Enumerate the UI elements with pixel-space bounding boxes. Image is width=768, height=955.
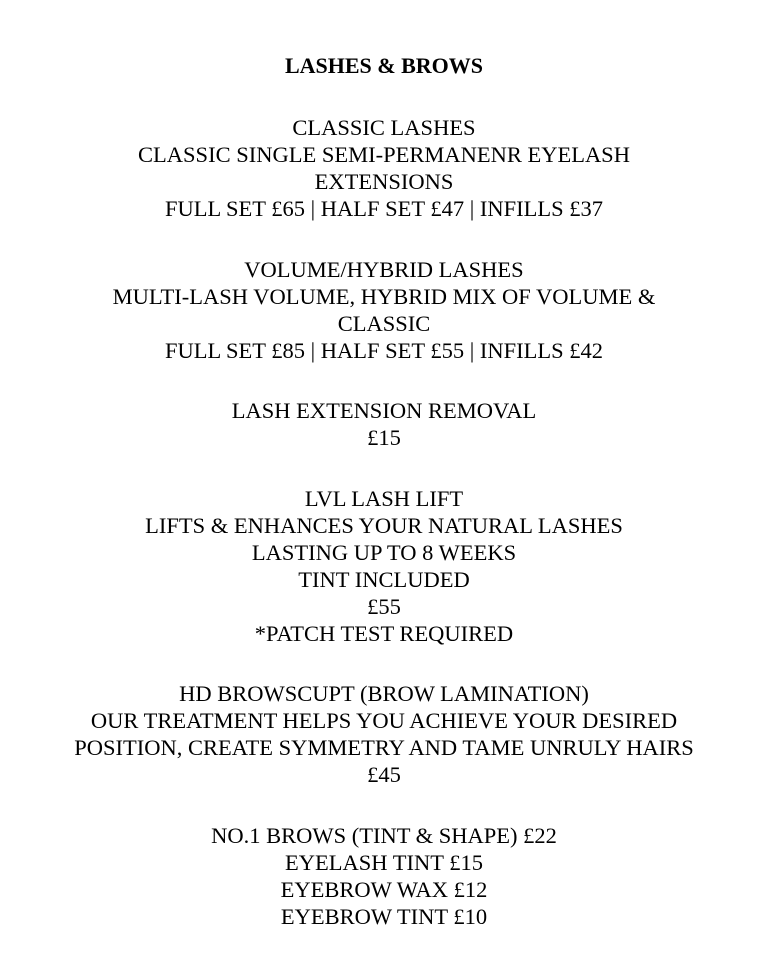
section-hd-browsculpt	[0, 680, 768, 788]
price-item: NO.1 BROWS (TINT & SHAPE) £22	[211, 823, 557, 848]
section-price: £15	[367, 425, 401, 450]
section-price: £55	[367, 594, 401, 619]
section-heading: LVL LASH LIFT	[304, 486, 464, 511]
section-description: EXTENSIONS	[314, 169, 454, 194]
section-lash-extension-removal	[0, 397, 768, 451]
section-volume-hybrid-lashes	[0, 256, 768, 364]
section-heading: CLASSIC LASHES	[292, 115, 476, 140]
section-description: LIFTS & ENHANCES YOUR NATURAL LASHES	[145, 513, 623, 538]
section-classic-lashes	[0, 114, 768, 222]
section-heading: HD BROWSCUPT (BROW LAMINATION)	[179, 681, 589, 706]
section-brow-and-tint-extras	[0, 822, 768, 930]
section-lvl-lash-lift	[0, 485, 768, 647]
section-prices: FULL SET £85 | HALF SET £55 | INFILLS £42	[165, 338, 603, 363]
section-description: TINT INCLUDED	[298, 567, 470, 592]
price-item: EYELASH TINT £15	[285, 850, 483, 875]
page-title: LASHES & BROWS	[284, 53, 484, 78]
section-description: POSITION, CREATE SYMMETRY AND TAME UNRULY HAIRS	[74, 735, 694, 760]
section-heading: LASH EXTENSION REMOVAL	[231, 398, 537, 423]
section-price: £45	[367, 762, 401, 787]
section-heading: VOLUME/HYBRID LASHES	[244, 257, 524, 282]
section-description: CLASSIC SINGLE SEMI-PERMANENR EYELASH	[138, 142, 630, 167]
section-description: OUR TREATMENT HELPS YOU ACHIEVE YOUR DESIRED	[90, 708, 678, 733]
section-description: LASTING UP TO 8 WEEKS	[251, 540, 517, 565]
section-description: MULTI-LASH VOLUME, HYBRID MIX OF VOLUME &	[112, 284, 656, 309]
section-note: *PATCH TEST REQUIRED	[254, 621, 514, 646]
section-description: CLASSIC	[337, 311, 431, 336]
price-item: EYEBROW WAX £12	[280, 877, 488, 902]
price-item: EYEBROW TINT £10	[280, 904, 488, 929]
section-prices: FULL SET £65 | HALF SET £47 | INFILLS £37	[165, 196, 603, 221]
